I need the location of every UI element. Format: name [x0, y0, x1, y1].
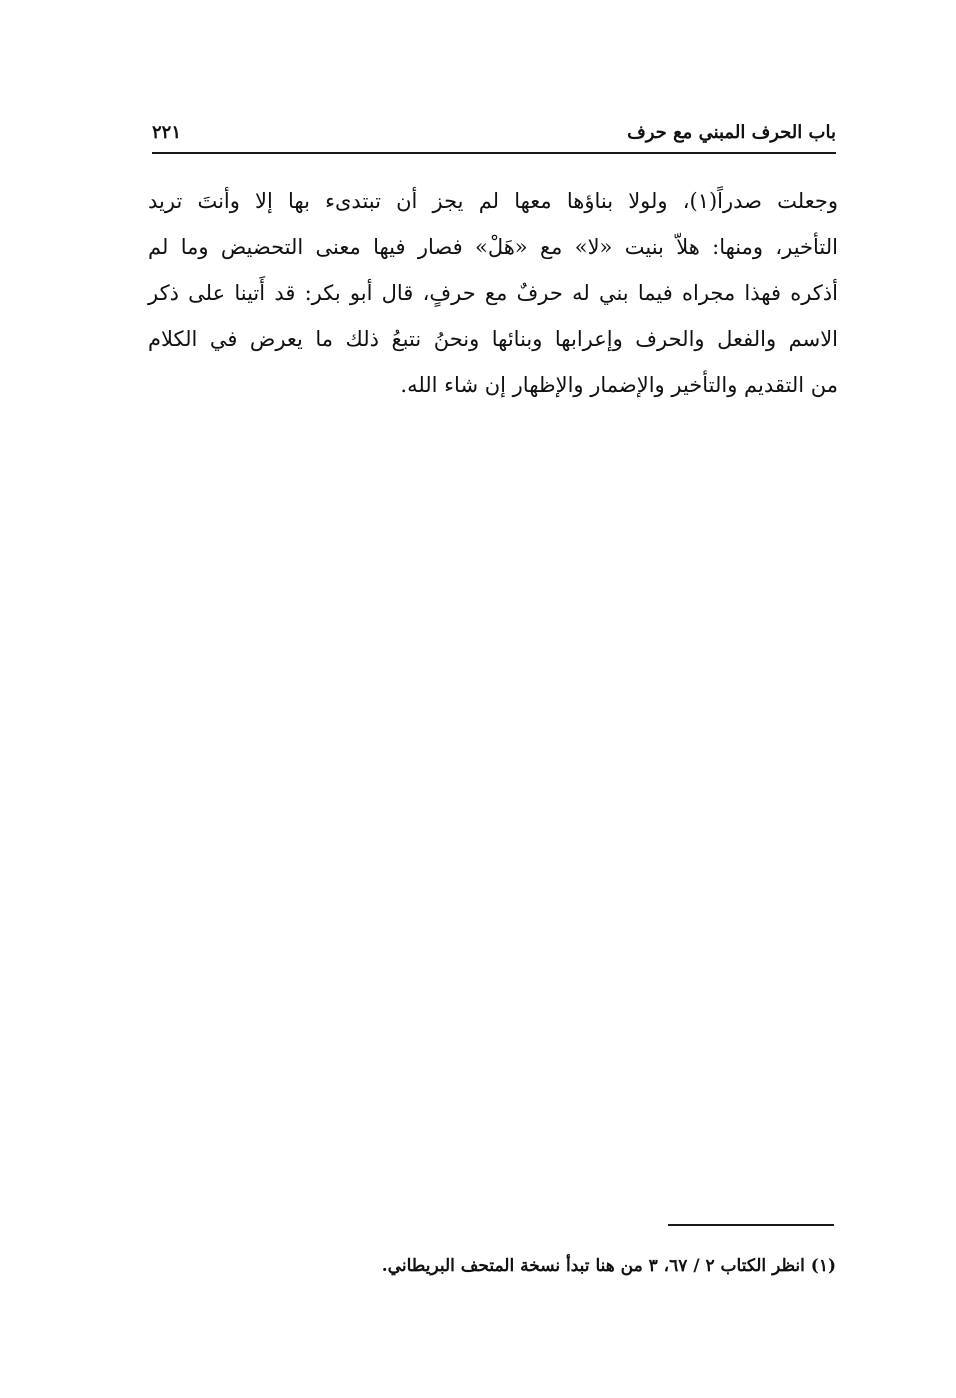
page-number: ٢٢١ [152, 122, 182, 143]
body-line-1: وجعلت صدراً(١)، ولولا بناؤها معها لم يجز أن تبتدىء بها إلا وأنتَ تريد [148, 189, 838, 213]
body-text [148, 178, 838, 408]
body-line-5: من التقديم والتأخير والإضمار والإظهار إن شاء الله. [400, 373, 838, 397]
body-line-4: الاسم والفعل والحرف وإعرابها وبنائها ونحنُ نتبعُ ذلك ما يعرض في الكلام [148, 327, 838, 351]
body-line-3: أذكره فهذا مجراه فيما بني له حرفٌ مع حرفٍ، قال أبو بكر: قد أَتينا على ذكر [148, 281, 838, 305]
running-title: باب الحرف المبني مع حرف [627, 122, 836, 143]
footnote: (١) انظر الكتاب ٢ / ٦٧، ٣ من هنا تبدأ نسخة المتحف البريطاني. [381, 1256, 836, 1276]
footnote-separator [668, 1224, 834, 1226]
page-header [152, 112, 836, 154]
body-line-2: التأخير، ومنها: هلاّ بنيت «لا» مع «هَلْ» فصار فيها معنى التحضيض وما لم [148, 235, 838, 259]
